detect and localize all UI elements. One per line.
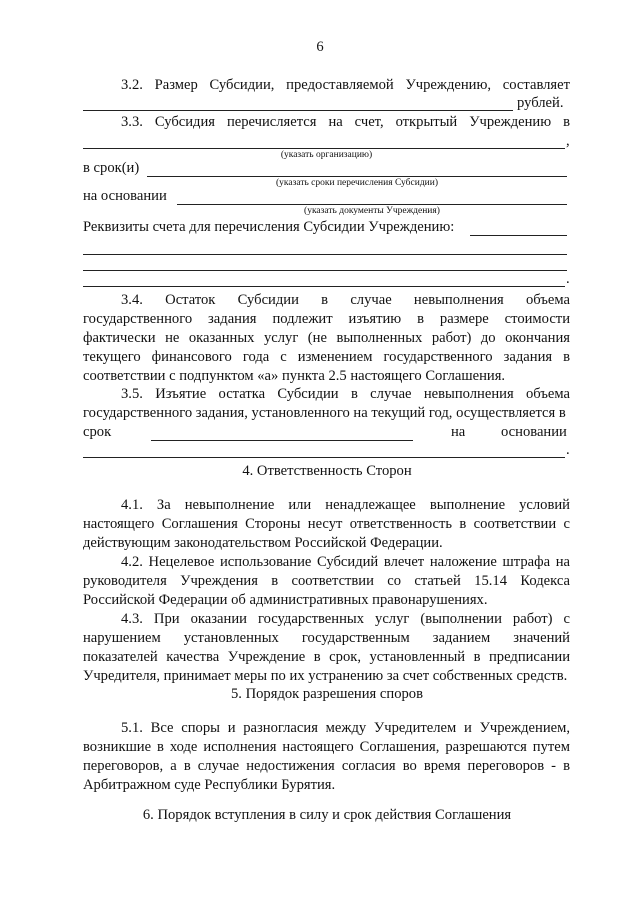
page-number: 6	[316, 39, 324, 55]
caption-term: (указать сроки перечисления Субсидии)	[276, 178, 438, 188]
withdrawal-basis-blank	[83, 457, 565, 458]
section-6-title: 6. Порядок вступления в силу и срок действия Соглашения	[142, 807, 512, 823]
requisites-blank-3	[83, 270, 567, 271]
clause-4-1: 4.1. За невыполнение или ненадлежащее выполнение условий настоящего Соглашения Стороны несут ответственность в соответствии с действующим законодательством Российской Федерации.	[83, 497, 570, 551]
requisites-end-dot: .	[566, 271, 570, 287]
clause-3-2-line: 3.2. Размер Субсидии, предоставляемой Учреждению, составляет	[121, 77, 570, 93]
term-word: срок	[83, 424, 112, 440]
clause-3-5	[83, 385, 570, 423]
term-blank	[147, 176, 567, 177]
clause-3-4	[83, 291, 570, 386]
clause-3-4-text: 3.4. Остаток Субсидии в случае невыполнения объема государственного задания подлежит изъятию в размере стоимости фактически не оказанных услуг (не выполненных работ) до окончания текущего финансового года с изменением государственного задания в соответствии с подпунктом «а» пункта 2.5 настоящего Соглашения.	[83, 292, 570, 384]
term-label: в срок(и)	[83, 160, 140, 176]
withdrawal-end-dot: .	[566, 442, 570, 458]
organization-blank	[83, 148, 565, 149]
requisites-blank-1	[470, 235, 567, 236]
section-5-title: 5. Порядок разрешения споров	[231, 686, 423, 702]
clause-4-3: 4.3. При оказании государственных услуг (выполнении работ) с нарушением установленных государственным заданием значений показателей качества Учреждение в срок, установленный в предписании Учредителя, принимает меры по их устранению за счет собственных средств.	[83, 611, 570, 684]
requisites-blank-2	[83, 254, 567, 255]
requisites-label: Реквизиты счета для перечисления Субсидии Учреждению:	[83, 219, 455, 235]
amount-blank	[83, 110, 513, 111]
basis-label: на основании	[83, 188, 167, 204]
basis-word: основании	[501, 424, 567, 440]
clause-5-1: 5.1. Все споры и разногласия между Учредителем и Учреждением, возникшие в ходе исполнения настоящего Соглашения, разрешаются путем переговоров, а в случае недостижения согласия во время переговоров - в Арбитражном суде Республики Бурятия.	[83, 720, 570, 793]
section-5-body	[83, 719, 570, 795]
rubles-label: рублей.	[517, 95, 564, 111]
clause-3-5-text: 3.5. Изъятие остатка Субсидии в случае невыполнения объема государственного задания, установленного на текущий год, осуществляется в	[83, 386, 570, 421]
requisites-blank-4	[83, 286, 565, 287]
withdrawal-term-blank	[151, 440, 413, 441]
caption-documents: (указать документы Учреждения)	[304, 206, 440, 216]
organization-comma: ,	[566, 133, 570, 149]
section-4-body	[83, 496, 570, 686]
na-word: на	[451, 424, 466, 440]
clause-4-2: 4.2. Нецелевое использование Субсидий влечет наложение штрафа на руководителя Учреждения в соответствии со статьей 15.14 Кодекса Российской Федерации об административных правонарушениях.	[83, 554, 570, 608]
clause-3-3-line: 3.3. Субсидия перечисляется на счет, открытый Учреждению в	[121, 114, 570, 130]
caption-organization: (указать организацию)	[280, 150, 373, 160]
basis-blank	[177, 204, 567, 205]
section-4-title: 4. Ответственность Сторон	[242, 463, 412, 479]
